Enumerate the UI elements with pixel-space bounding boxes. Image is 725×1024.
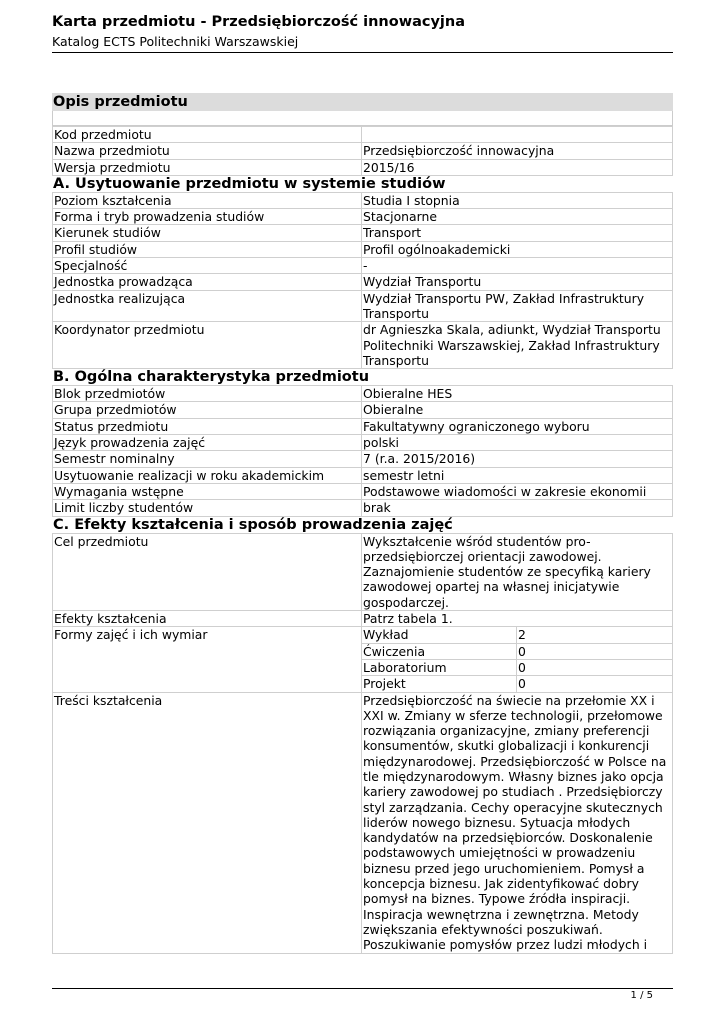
form-hours: 0	[517, 660, 672, 676]
table-row	[52, 209, 673, 225]
row-label: Treści kształcenia	[52, 693, 362, 954]
row-label: Koordynator przedmiotu	[52, 322, 362, 369]
row-label: Forma i tryb prowadzenia studiów	[52, 209, 362, 225]
row-value: Patrz tabela 1.	[362, 611, 673, 627]
forms-row	[362, 627, 672, 643]
row-value: Podstawowe wiadomości w zakresie ekonomii	[362, 484, 673, 500]
table-row	[52, 627, 673, 692]
table-row	[52, 385, 673, 402]
row-label: Efekty kształcenia	[52, 611, 362, 627]
document-subtitle: Katalog ECTS Politechniki Warszawskiej	[52, 34, 299, 49]
table-row	[52, 500, 673, 516]
footer-divider	[52, 988, 673, 989]
page-number: 1 / 5	[630, 990, 653, 1001]
row-value: brak	[362, 500, 673, 516]
row-value: Przedsiębiorczość innowacyjna	[362, 143, 673, 159]
section-b-title: B. Ogólna charakterystyka przedmiotu	[53, 369, 370, 386]
spacer-row	[52, 111, 673, 126]
row-value: Fakultatywny ograniczonego wyboru	[362, 419, 673, 435]
section-c-title: C. Efekty kształcenia i sposób prowadzenia zajęć	[53, 516, 453, 533]
section-a-title: A. Usytuowanie przedmiotu w systemie studiów	[53, 175, 446, 192]
forms-row	[362, 644, 672, 660]
row-value: -	[362, 258, 673, 274]
table-row	[52, 451, 673, 467]
row-label: Poziom kształcenia	[52, 192, 362, 209]
table-row	[52, 274, 673, 290]
forms-row	[362, 676, 672, 691]
row-value: Transport	[362, 225, 673, 241]
row-label: Wersja przedmiotu	[52, 160, 362, 176]
row-label: Jednostka prowadząca	[52, 274, 362, 290]
table-row	[52, 468, 673, 484]
row-value: polski	[362, 435, 673, 451]
row-label: Jednostka realizująca	[52, 291, 362, 323]
row-value: 2015/16	[362, 160, 673, 176]
row-label: Grupa przedmiotów	[52, 402, 362, 418]
form-hours: 0	[517, 644, 672, 660]
row-label: Wymagania wstępne	[52, 484, 362, 500]
row-value: Profil ogólnoakademicki	[362, 242, 673, 258]
row-label: Profil studiów	[52, 242, 362, 258]
forms-row	[362, 660, 672, 676]
form-name: Wykład	[362, 627, 517, 643]
row-label: Specjalność	[52, 258, 362, 274]
row-value: Przedsiębiorczość na świecie na przełomie XX i XXI w. Zmiany w sferze technologii, przełomowe rozwiązania organizacyjne, zmiany preferencji konsumentów, skutki globalizacji i konkurencji międzynarodowej. Przedsiębiorczość w Polsce na tle międzynarodowym. Własny biznes jako opcja kariery zawodowej po studiach . Przedsiębiorczy styl zarządzania. Cechy operacyjne skutecznych liderów nowego biznesu. Sytuacja młodych kandydatów na przedsiębiorców. Doskonalenie podstawowych umiejętności w prowadzeniu biznesu przed jego uruchomieniem. Pomysł a koncepcja biznesu. Jak zidentyfikować dobry pomysł na biznes. Typowe źródła inspiracji. Inspiracja wewnętrzna i zewnętrzna. Metody zwiększania efektywności poszukiwań. Poszukiwanie pomysłów przez ludzi młodych i	[362, 693, 673, 954]
row-label: Semestr nominalny	[52, 451, 362, 467]
table-row	[52, 419, 673, 435]
table-row	[52, 192, 673, 209]
row-label: Usytuowanie realizacji w roku akademickim	[52, 468, 362, 484]
row-value: Wykształcenie wśród studentów pro-przedsiębiorczej orientacji zawodowej. Zaznajomienie studentów ze specyfiką kariery zawodowej opartej na własnej inicjatywie gospodarczej.	[362, 533, 673, 611]
row-value: Wydział Transportu	[362, 274, 673, 290]
section-opis-title: Opis przedmiotu	[52, 93, 673, 111]
form-name: Laboratorium	[362, 660, 517, 676]
table-row	[52, 143, 673, 159]
row-value	[362, 126, 673, 143]
table-row	[52, 160, 673, 176]
table-row	[52, 611, 673, 627]
row-label: Blok przedmiotów	[52, 385, 362, 402]
table-row	[52, 693, 673, 954]
course-table	[52, 126, 673, 954]
row-label: Kod przedmiotu	[52, 126, 362, 143]
row-value: dr Agnieszka Skala, adiunkt, Wydział Transportu Politechniki Warszawskiej, Zakład Infrastruktury Transportu	[362, 322, 673, 369]
row-label: Formy zajęć i ich wymiar	[52, 627, 362, 692]
row-label: Status przedmiotu	[52, 419, 362, 435]
table-row	[52, 242, 673, 258]
row-value: 7 (r.a. 2015/2016)	[362, 451, 673, 467]
form-hours: 0	[518, 676, 526, 692]
row-value: Obieralne HES	[362, 385, 673, 402]
row-label: Kierunek studiów	[52, 225, 362, 241]
form-name: Ćwiczenia	[362, 644, 517, 660]
table-row	[52, 322, 673, 369]
row-label: Limit liczby studentów	[52, 500, 362, 516]
forms-subtable	[362, 627, 673, 692]
table-row	[52, 126, 673, 143]
row-value: semestr letni	[362, 468, 673, 484]
row-label: Cel przedmiotu	[52, 533, 362, 611]
table-row	[52, 435, 673, 451]
row-value: Wydział Transportu PW, Zakład Infrastruktury Transportu	[362, 291, 673, 323]
row-value: Studia I stopnia	[362, 192, 673, 209]
form-name: Projekt	[362, 676, 517, 691]
row-label: Język prowadzenia zajęć	[52, 435, 362, 451]
table-row	[52, 402, 673, 418]
document-title: Karta przedmiotu - Przedsiębiorczość innowacyjna	[52, 14, 466, 30]
form-hours: 2	[517, 627, 672, 643]
header-divider	[52, 52, 673, 53]
row-value: Stacjonarne	[362, 209, 673, 225]
row-label: Nazwa przedmiotu	[52, 143, 362, 159]
table-row	[52, 484, 673, 500]
table-row	[52, 225, 673, 241]
table-row	[52, 533, 673, 611]
row-value: Obieralne	[362, 402, 673, 418]
table-row	[52, 291, 673, 323]
table-row	[52, 258, 673, 274]
